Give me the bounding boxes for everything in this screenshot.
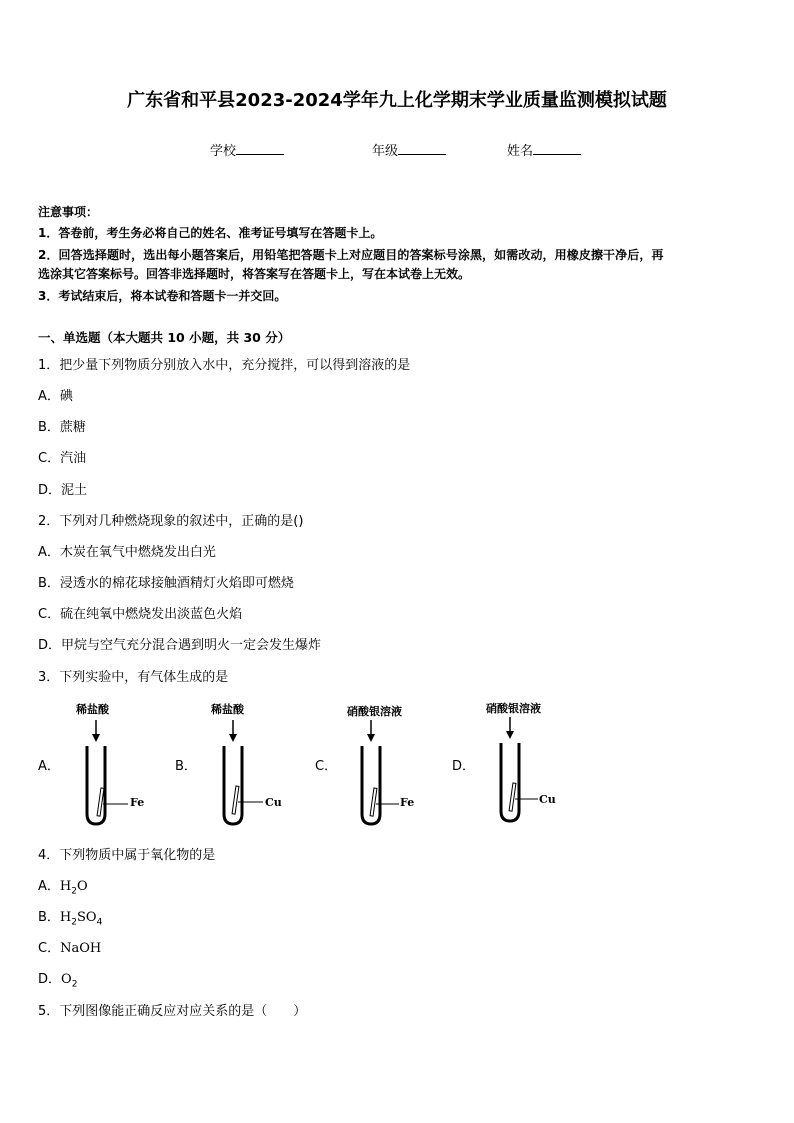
question-3-b-reagent: 稀盐酸: [211, 703, 244, 716]
test-tube-c-icon: [355, 718, 415, 828]
grade-field[interactable]: [372, 140, 446, 159]
notice-item-3: 3．考试结束后，将本试卷和答题卡一并交回。: [38, 289, 287, 303]
formula-part: O: [76, 879, 88, 894]
notice-item-2-line-1: 2．回答选择题时，选出每小题答案后，用铅笔把答题卡上对应题目的答案标号涂黑，如需改动，用橡皮擦干净后，再: [38, 248, 664, 262]
question-3-d-metal: Cu: [539, 793, 556, 806]
question-3-a-metal: Fe: [130, 796, 145, 809]
question-1-option-b[interactable]: B．蔗糖: [38, 420, 86, 435]
formula-subscript: 2: [71, 886, 77, 897]
formula-subscript: 2: [71, 917, 77, 928]
question-4-option-d[interactable]: [38, 968, 77, 990]
name-label: 姓名: [507, 144, 534, 159]
question-3-option-d[interactable]: D．: [452, 759, 476, 774]
question-3-c-metal: Fe: [400, 796, 415, 809]
question-3-option-a[interactable]: A．: [38, 759, 60, 774]
question-3-option-b[interactable]: B．: [175, 759, 197, 774]
grade-label: 年级: [372, 144, 399, 159]
question-4-option-b[interactable]: [38, 906, 102, 928]
question-1-option-d[interactable]: D．泥土: [38, 483, 88, 498]
formula-part: NaOH: [60, 941, 102, 956]
question-3-c-reagent: 硝酸银溶液: [347, 705, 402, 718]
school-blank[interactable]: [236, 142, 284, 155]
question-2-option-a[interactable]: A．木炭在氧气中燃烧发出白光: [38, 545, 216, 560]
question-3-option-c[interactable]: C．: [315, 759, 338, 774]
question-3-a-reagent: 稀盐酸: [76, 703, 109, 716]
question-1-stem: 1．把少量下列物质分别放入水中，充分搅拌，可以得到溶液的是: [38, 358, 411, 373]
question-3-d-reagent: 硝酸银溶液: [486, 702, 541, 715]
option-prefix: B．: [38, 910, 60, 925]
notice-heading: 注意事项：: [38, 205, 99, 219]
option-prefix: C．: [38, 941, 61, 956]
test-tube-d-icon: [494, 715, 554, 825]
test-tube-b-icon: [217, 718, 277, 828]
formula-subscript: 4: [96, 917, 103, 928]
notice-item-2-line-2: 选涂其它答案标号。回答非选择题时，将答案写在答题卡上，写在本试卷上无效。: [38, 267, 471, 281]
question-1-option-c[interactable]: C．汽油: [38, 451, 87, 466]
question-4-option-c[interactable]: [38, 937, 101, 956]
question-2-option-c[interactable]: C．硫在纯氧中燃烧发出淡蓝色火焰: [38, 607, 243, 622]
question-3-stem: 3．下列实验中，有气体生成的是: [38, 670, 229, 685]
option-prefix: A．: [38, 879, 60, 894]
question-2-stem: 2．下列对几种燃烧现象的叙述中，正确的是(): [38, 514, 304, 529]
page-title: 广东省和平县2023-2024学年九上化学期末学业质量监测模拟试题: [127, 90, 667, 111]
name-field[interactable]: [507, 140, 581, 159]
question-3-b-metal: Cu: [265, 796, 282, 809]
question-4-stem: 4．下列物质中属于氧化物的是: [38, 848, 216, 863]
formula-part: O: [61, 972, 72, 987]
formula-subscript: 2: [71, 979, 78, 990]
question-1-option-a[interactable]: A．碘: [38, 389, 73, 404]
section-heading: 一、单选题（本大题共 10 小题，共 30 分）: [38, 330, 291, 345]
question-5-stem: 5．下列图像能正确反应对应关系的是（ ）: [38, 1004, 307, 1019]
question-2-option-d[interactable]: D．甲烷与空气充分混合遇到明火一定会发生爆炸: [38, 638, 322, 653]
formula-part: H: [59, 910, 72, 925]
test-tube-a-icon: [80, 718, 140, 828]
school-label: 学校: [210, 144, 237, 159]
question-2-option-b[interactable]: B．浸透水的棉花球接触酒精灯火焰即可燃烧: [38, 576, 294, 591]
grade-blank[interactable]: [398, 142, 446, 155]
formula-part: SO: [77, 910, 97, 925]
option-prefix: D．: [38, 972, 62, 987]
name-blank[interactable]: [533, 142, 581, 155]
question-4-option-a[interactable]: [38, 875, 88, 897]
school-field[interactable]: [210, 140, 284, 159]
notice-item-1: 1．答卷前，考生务必将自己的姓名、准考证号填写在答题卡上。: [38, 226, 383, 240]
formula-part: H: [59, 879, 72, 894]
